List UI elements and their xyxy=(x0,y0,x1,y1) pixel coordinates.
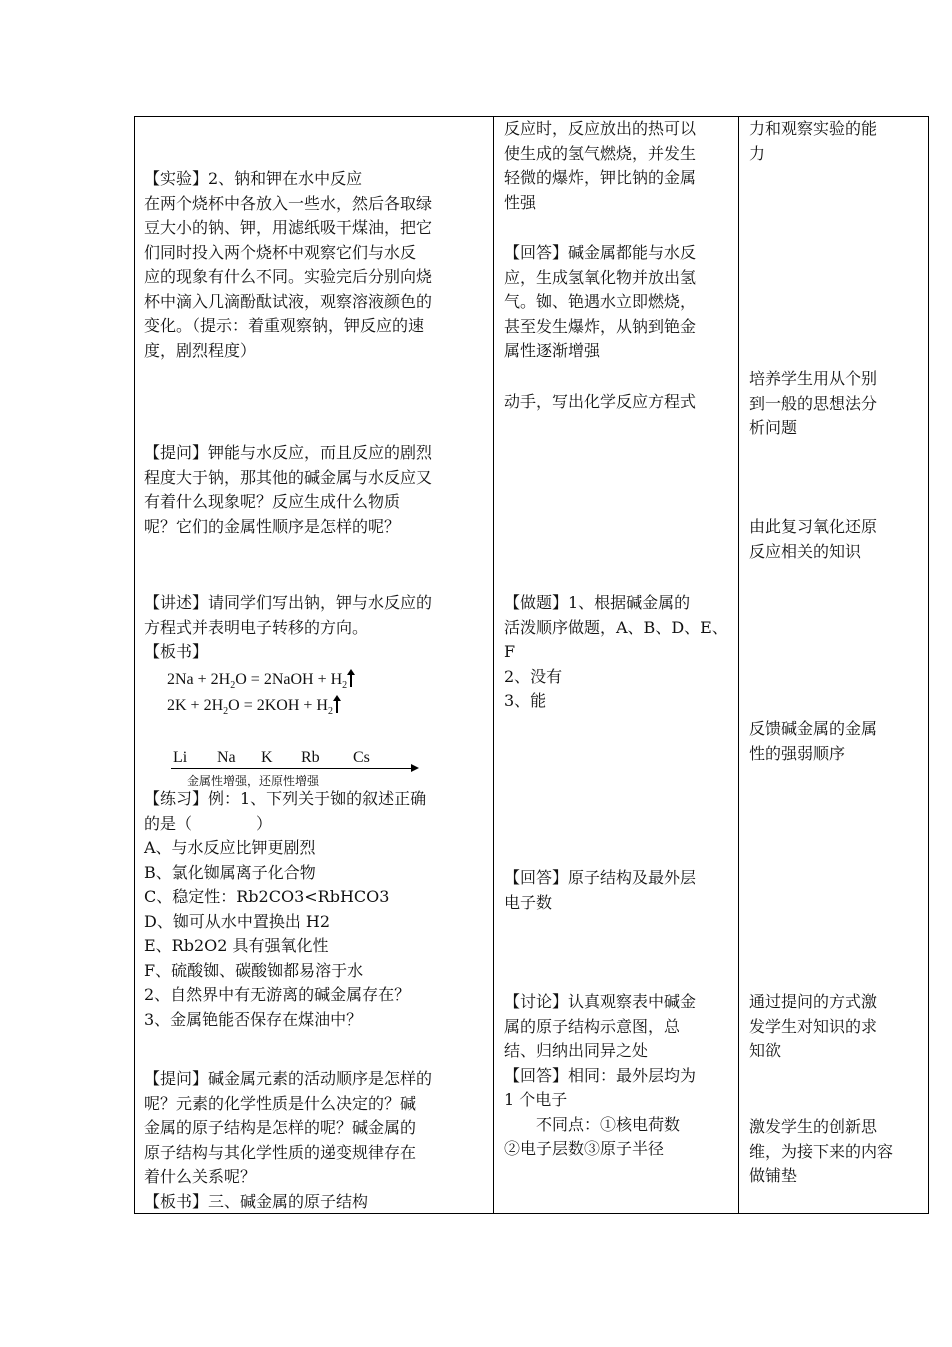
column-divider-1 xyxy=(493,117,494,1213)
text-line: 结、归纳出同异之处 xyxy=(504,1041,649,1060)
column-divider-2 xyxy=(738,117,739,1213)
text-line: 培养学生用从个别 xyxy=(749,369,878,388)
text-line: 【回答】相同：最外层均为 xyxy=(504,1065,697,1085)
text-line: E、Rb2O2 具有强氧化性 xyxy=(144,936,329,955)
text-line: 【练习】例：1、下列关于铷的叙述正确 xyxy=(144,789,427,808)
text-line: 应，生成氢氧化物并放出氢 xyxy=(504,267,697,287)
text-line: 由此复习氧化还原 xyxy=(749,517,878,536)
text-line: 金属的原子结构是怎样的呢？碱金属的 xyxy=(144,1118,417,1137)
series-item: Li xyxy=(173,749,188,766)
text-line: A、与水反应比钾更剧烈 xyxy=(144,838,316,857)
equation-potassium: $2K + 2H_2O = 2KOH + H_2$ xyxy=(167,695,341,717)
text-line: 有着什么现象呢？反应生成什么物质 xyxy=(144,492,401,511)
series-item: Rb xyxy=(301,749,320,766)
text-line: 【回答】原子结构及最外层 xyxy=(504,868,697,887)
series-arrow-line xyxy=(171,768,413,769)
text-line: 杯中滴入几滴酚酞试液，观察溶液颜色的 xyxy=(144,291,433,311)
text-line: 通过提问的方式激 xyxy=(749,992,878,1011)
text-line: 活泼顺序做题，A、B、D、E、 xyxy=(504,617,728,637)
text-line: 【讲述】请同学们写出钠，钾与水反应的 xyxy=(144,593,433,612)
text-line: 电子数 xyxy=(504,892,553,912)
text-line: 应的现象有什么不同。实验完后分别向烧 xyxy=(144,267,433,286)
text-line: 轻微的爆炸，钾比钠的金属 xyxy=(504,168,697,187)
arrow-right-icon xyxy=(411,764,419,772)
text-line: 【做题】1、根据碱金属的 xyxy=(504,593,691,612)
text-line: 【提问】钾能与水反应，而且反应的剧烈 xyxy=(144,443,433,462)
gas-arrow-icon xyxy=(347,669,355,687)
text-line: 属的原子结构示意图，总 xyxy=(504,1016,681,1036)
text-line: 3、金属铯能否保存在煤油中？ xyxy=(144,1009,363,1029)
text-line: 呢？它们的金属性顺序是怎样的呢？ xyxy=(144,516,401,536)
text-line: 使生成的氢气燃烧，并发生 xyxy=(504,143,697,163)
gas-arrow-icon xyxy=(333,695,341,713)
text-line: 豆大小的钠、钾，用滤纸吸干煤油，把它 xyxy=(144,218,433,237)
text-line: 【讨论】认真观察表中碱金 xyxy=(504,992,697,1011)
text-line: 原子结构与其化学性质的递变规律存在 xyxy=(144,1142,417,1162)
text-line: 1 个电子 xyxy=(504,1090,568,1109)
text-line: B、氯化铷属离子化合物 xyxy=(144,862,316,882)
text-line: 【实验】2、钠和钾在水中反应 xyxy=(144,169,363,188)
text-line: F xyxy=(504,642,516,661)
text-line: 知欲 xyxy=(749,1041,782,1060)
text-line: ②电子层数③原子半径 xyxy=(504,1139,665,1158)
text-line: 力和观察实验的能 xyxy=(749,119,878,138)
text-line: 3、能 xyxy=(504,691,547,710)
text-line: 【回答】碱金属都能与水反 xyxy=(504,243,697,262)
text-line: D、铷可从水中置换出 H2 xyxy=(144,911,331,931)
series-item: K xyxy=(261,749,273,766)
text-line: 不同点：①核电荷数 xyxy=(504,1114,681,1134)
series-item: Na xyxy=(217,749,236,766)
text-line: 维，为接下来的内容 xyxy=(749,1141,894,1161)
text-line: 气。铷、铯遇水立即燃烧， xyxy=(504,292,697,311)
text-line: 甚至发生爆炸，从钠到铯金 xyxy=(504,316,697,336)
equation-sodium: $2Na + 2H_2O$ = 2NaOH + $H_2$ xyxy=(167,669,355,691)
text-line: 【板书】三、碱金属的原子结构 xyxy=(144,1191,369,1211)
text-line: 做铺垫 xyxy=(749,1166,798,1185)
text-line: 性的强弱顺序 xyxy=(749,743,846,763)
text-line: 2、没有 xyxy=(504,666,563,686)
lesson-plan-table xyxy=(134,116,929,1214)
text-line: 激发学生的创新思 xyxy=(749,1117,878,1136)
text-line: 动手，写出化学反应方程式 xyxy=(504,392,697,411)
text-line: 度，剧烈程度） xyxy=(144,340,257,360)
text-line: 【提问】碱金属元素的活动顺序是怎样的 xyxy=(144,1069,433,1088)
text-line: F、硫酸铷、碳酸铷都易溶于水 xyxy=(144,960,364,980)
text-line: 变化。（提示：着重观察钠，钾反应的速 xyxy=(144,316,425,335)
board-label: 【板书】 xyxy=(144,642,209,661)
text-line: 在两个烧杯中各放入一些水，然后各取绿 xyxy=(144,193,433,213)
text-line: 2、自然界中有无游离的碱金属存在？ xyxy=(144,985,411,1004)
text-line: 们同时投入两个烧杯中观察它们与水反 xyxy=(144,242,417,262)
text-line: 属性逐渐增强 xyxy=(504,341,601,360)
text-line: 程度大于钠，那其他的碱金属与水反应又 xyxy=(144,467,433,487)
text-line: 着什么关系呢？ xyxy=(144,1167,257,1186)
text-line: 析问题 xyxy=(749,418,798,437)
text-line: 到一般的思想法分 xyxy=(749,393,878,413)
text-line: 方程式并表明电子转移的方向。 xyxy=(144,617,369,637)
text-line: 反应时，反应放出的热可以 xyxy=(504,119,697,138)
text-line: 反馈碱金属的金属 xyxy=(749,719,878,738)
text-line: 力 xyxy=(749,143,766,163)
series-caption: 金属性增强，还原性增强 xyxy=(187,774,320,788)
text-line: 反应相关的知识 xyxy=(749,541,862,561)
text-line: 发学生对知识的求 xyxy=(749,1016,878,1036)
series-item: Cs xyxy=(353,749,370,766)
text-line: 性强 xyxy=(504,192,537,212)
text-line: C、稳定性：Rb2CO3<RbHCO3 xyxy=(144,887,390,906)
text-line: 的是（ ） xyxy=(144,813,273,833)
text-line: 呢？元素的化学性质是什么决定的？碱 xyxy=(144,1093,417,1113)
